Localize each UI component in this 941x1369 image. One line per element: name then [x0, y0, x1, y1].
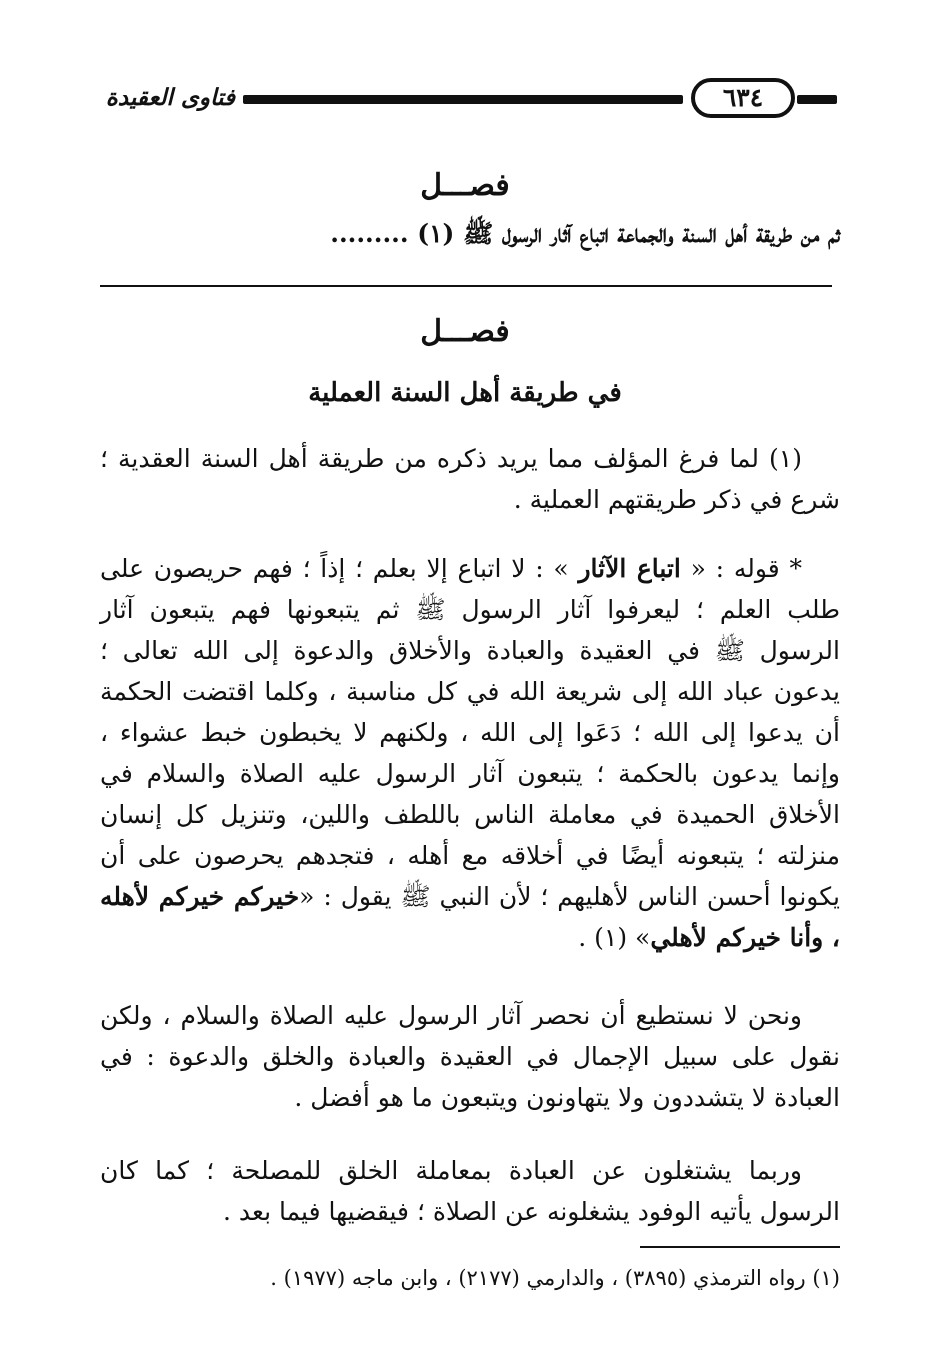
paragraph-intro: (١) لما فرغ المؤلف مما يريد ذكره من طريقة أهل السنة العقدية ؛ شرع في ذكر طريقتهم العملية .	[100, 444, 840, 514]
paragraph-summary: ونحن لا نستطيع أن نحصر آثار الرسول عليه الصلاة والسلام ، ولكن نقول على سبيل الإجمال في العقيدة والعبادة والخلق والدعوة : في العبادة لا يتشددون ولا يتهاونون ويتبعون ما هو أفضل .	[100, 1001, 840, 1112]
footnote-rule	[640, 1246, 840, 1248]
paragraph-closing: وربما يشتغلون عن العبادة بمعاملة الخلق للمصلحة ؛ كما كان الرسول يأتيه الوفود يشغلونه عن الصلاة ؛ فيقضيها فيما بعد .	[100, 1156, 840, 1226]
paragraph-commentary-body: » : لا اتباع إلا بعلم ؛ إذاً ؛ فهم حريصون على طلب العلم ؛ ليعرفوا آثار الرسول ﷺ ثم يتبعونها فهم يتبعون آثار الرسول ﷺ في العقيدة والعبادة والأخلاق والدعوة إلى الله تعالى ؛ يدعون عباد الله إلى شريعة الله في كل مناسبة ، وكلما اقتضت الحكمة أن يدعوا إلى الله ؛ دَعَوا إلى الله ، ولكنهم لا يخبطون خبط عشواء ، وإنما يدعون بالحكمة ؛ يتبعون آثار الرسول عليه الصلاة والسلام في الأخلاق الحميدة في معاملة الناس باللطف واللين، وتنزيل كل إنسان منزلته ؛ يتبعونه أيضًا في أخلاقه مع أهله ، فتجدهم يحرصون على أن يكونوا أحسن الناس لأهليهم ؛ لأن النبي ﷺ يقول : «	[100, 554, 840, 911]
section-subheading: في طريقة أهل السنة العملية	[308, 378, 622, 408]
header-rule-end	[797, 95, 837, 104]
chapter-heading: فصـــل	[420, 168, 510, 203]
section-heading: فصـــل	[420, 314, 510, 349]
running-header	[95, 78, 835, 122]
chapter-title-line: ثم من طريقة أهل السنة والجماعة اتباع آثار الرسول ﷺ (١) .........	[330, 219, 840, 248]
quoted-phrase: اتباع الآثار	[578, 554, 681, 583]
chapter-divider	[100, 285, 832, 287]
page-number: ٦٣٤	[691, 78, 795, 118]
paragraph-commentary-end: » (١) .	[578, 923, 651, 952]
footnote: (١) رواه الترمذي (٣٨٩٥) ، والدارمي (٢١٧٧) ، وابن ماجه (١٩٧٧) .	[270, 1266, 840, 1290]
book-title: فتاوى العقيدة	[105, 84, 235, 111]
paragraph-commentary-start: * قوله : «	[680, 554, 802, 583]
header-rule	[243, 95, 683, 104]
hadith-quote: خيركم خيركم لأهله ، وأنا خيركم لأهلي	[100, 882, 840, 952]
paragraph-commentary	[100, 548, 840, 958]
